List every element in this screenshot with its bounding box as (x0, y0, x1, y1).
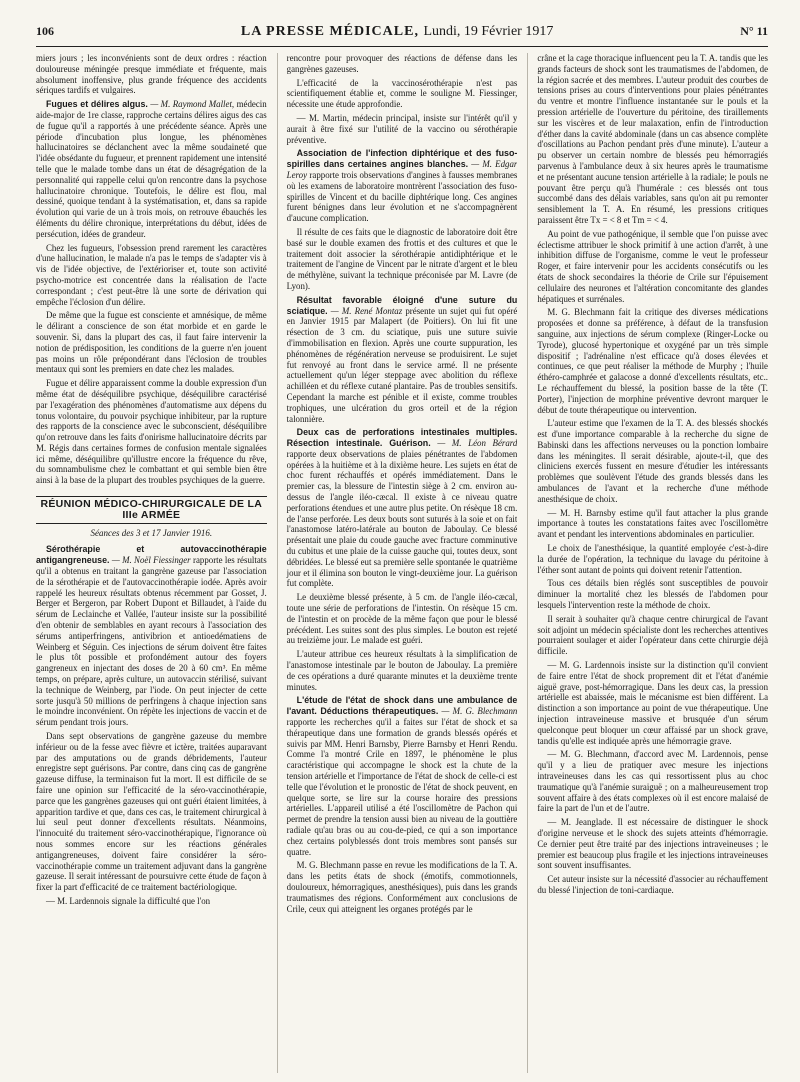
paragraph: — M. G. Blechmann, d'accord avec M. Lardennois, pense qu'il y a lieu de pratiquer avec mesure les injections intraveineuses dans les cas qui ressortissent plus au choc traumatique qu'à l'anémie suraiguë ; on a malheureusement trop souvent affaire à des états complexes où il est encore malaisé de faire la part de l'un et de l'autre. (537, 749, 769, 814)
paragraph: rapporte les résultats qu'il a obtenus en traitant la gangrène gazeuse par l'association de la sérothérapie et de l'autovaccinothérapie iodée. Après avoir rappelé les heureux résultats obtenus récemment par Gosset, J. Berger et Bergeron, par Robert Dupont et Billaudet, à l'aide du sérum de Leclainche et Vallée, l'auteur insiste sur la possibilité d'en obtenir de semblables en ayant recours à l'association des sérums antiperfringens, antivibrion et antioedématiens de Weinberg et Séguin. Ces injections de sérum doivent être faites le plus tôt possible et profondément autour des foyers gangreneux en injectant des doses de 20 à 60 cm³. En même temps, on prépare, après culture, un autovaccin stérilisé, suivant la technique de Weinberg, par l'iode. On peut injecter de cette sorte jusqu'à 50 millions de perfringens à chaque injection sans le moindre inconvénient. On répète les injections de vaccin et de sérum pendant trois jours. (36, 555, 267, 728)
article-fugues (36, 99, 267, 239)
paragraph: Cet auteur insiste sur la nécessité d'associer au réchauffement du blessé l'injection de toni-cardiaque. (537, 874, 769, 895)
article-heading: Deux cas de perforations intestinales multiples. Résection intestinale. Guérison. (286, 427, 518, 449)
article-author: — M. Léon Bérard (437, 438, 518, 449)
paragraph: Tous ces détails bien réglés sont susceptibles de pouvoir diminuer la mortalité chez les blessés de l'abdomen pour lesquels l'intervention reste la méthode de choix. (537, 578, 769, 611)
paragraph: M. G. Blechmann fait la critique des diverses médications proposées et donne sa préférence, à défaut de la transfusion sanguine, aux injections de sérum complexe (Ringer-Locke ou Tyrode), glucosé hypertonique et oxygéné par un très simple dispositif ; l'adrénaline n'est efficace qu'à doses élevées et continues, ce que peut réaliser la méthode de Murphy ; l'huile éthéro-camphrée et galacose a donné d'excellents résultats, etc.. Le réchauffement du blessé, la position basse de la tête (T. Porter), l'injection de morphine préventive devront marquer le début de toute thérapeutique ou intervention. (537, 307, 769, 415)
column-1 (36, 53, 267, 1073)
article-heading: L'étude de l'état de shock dans une ambulance de l'avant. Déductions thérapeutiques. (286, 695, 518, 717)
paragraph: De même que la fugue est consciente et amnésique, de même le délirant a conscience de son état morbide et en garde le souvenir. Si, dans la plupart des cas, il faut faire intervenir la notion de prédisposition, les conditions de la guerre n'en jouent pas moins un rôle prépondérant dans l'éclosion de troubles mentaux qui sont les premiers en date chez les malades. (36, 310, 267, 375)
issue-date: Lundi, 19 Février 1917 (423, 24, 554, 39)
journal-name: LA PRESSE MÉDICALE, (240, 24, 419, 39)
column-2 (277, 53, 518, 1073)
article-author: — M. René Montaz (330, 305, 403, 316)
article-angines (287, 148, 518, 224)
article-sciatique (287, 295, 518, 425)
article-author: — M. G. Blechmann (441, 706, 518, 717)
paragraph: L'auteur estime que l'examen de la T. A. des blessés shockés est d'une importance comparable à la recherche du signe de Babinski dans les affections nerveuses ou la ponction lombaire dans les méningites. Il serait désirable, ajoute-t-il, que des cliniciens exercés fussent en mesure d'étudier les intéressants problèmes que soulèvent l'étude des grands blessés dans les ambulances de l'avant et la recherche d'une méthode anesthésique de choix. (537, 418, 769, 504)
paragraph: Il serait à souhaiter qu'à chaque centre chirurgical de l'avant soit adjoint un médecin spécialiste dont les recherches attentives pourraient soulager et aider l'opérateur dans cette chirurgie déjà difficile. (537, 613, 769, 657)
paragraph: crâne et la cage thoracique influencent peu la T. A. tandis que les grands facteurs de shock sont les traumatismes de l'abdomen, de la région sacrée et des membres. L'auteur produit des courbes de tensions prises au cours d'interventions pour plaies pénétrantes du ventre et montre l'influence instantanée sur le pouls et la pression artérielle de l'ouverture du péritoine, des tiraillements sur les viscères et de leur malaxation, enfin de l'introduction d'éther dans la cavité abdominale (dans un cas absence complète d'oscillations au Pachon pendant près d'une minute). L'auteur a pu observer un certain nombre de blessés peu hémorragiés parvenus à l'ambulance deux à six heures après le traumatisme et ne présentant aucune tension artérielle à la radiale; le pouls ne pouvant être perçu qu'à l'humérale : ces blessés ont tous succombé dans des délais variables, sans qu'on ait pu remonter sensiblement la T. A. En résumé, les pressions critiques paraissent être Tx = < 8 et Tm = < 4. (537, 53, 769, 225)
paragraph: rencontre pour provoquer des réactions de défense dans les gangrènes gazeuses. (286, 53, 518, 74)
article-shock (287, 695, 518, 857)
page-header (36, 24, 768, 47)
page-number: 106 (36, 24, 54, 38)
paragraph: Fugue et délire apparaissent comme la double expression d'un même état de déséquilibre psychique, déséquilibre caractérisé par l'exagération des phénomènes d'automatisme aux dépens du tonus volontaire, du pouvoir psychique inhibiteur, par la rupture des rapports de la conscience avec le subconscient, déséquilibre qu'on retrouve dans les faits d'onirisme hallucinatoire décrits par M. Régis dans certaines formes de confusion mentale signalées ici même, déséquilibre qu'illustre encore la fréquence du rêve, du somnambulisme chez le combattant et qui semble bien être ainsi à la base de la plupart des troubles psychiques de la guerre. (36, 378, 267, 486)
article-author: — M. Raymond Mallet, (150, 99, 235, 110)
article-author: — M. Noël Fiessinger (111, 555, 191, 566)
paragraph: — M. Jeanglade. Il est nécessaire de distinguer le shock d'origine nerveuse et le shock des sujets atteints d'hémorragie. Ce dernier peut être traité par des injections intraveineuses ; le premier est beaucoup plus fragile et les injections intraveineuses sont souvent insuffisantes. (537, 817, 769, 871)
paragraph: Au point de vue pathogénique, il semble que l'on puisse avec éclectisme attribuer le shock primitif à une action d'arrêt, à une inhibition diffuse de l'organisme, comme le veut le professeur Roger, et faire intervenir pour les accidents consécutifs ou les états de shock secondaires la théorie de Crile sur l'épuisement cellulaire des neurones et l'altération concomitante des glandes hépatiques et surrénales. (537, 228, 769, 304)
paragraph: miers jours ; les inconvénients sont de deux ordres : réaction douloureuse méningée presque immédiate et fréquente, mais absolument inoffensive, plus grande fréquence des accidents sériques tardifs et vulgaires. (36, 53, 267, 96)
columns (36, 53, 768, 1073)
paragraph: — M. H. Barnsby estime qu'il faut attacher la plus grande importance à toutes les constatations faites avec l'oscillomètre avant et pendant les interventions abdominales en particulier. (537, 507, 769, 540)
paragraph: — M. Lardennois signale la difficulté que l'on (46, 895, 211, 906)
article-serotherapie (36, 544, 267, 728)
article-heading: Sérothérapie et autovaccinothérapie antigangreneuse. (36, 544, 267, 566)
paragraph: rapporte deux observations de plaies pénétrantes de l'abdomen opérées à la huitième et à la dixième heure. Les sujets en état de choc furent réchauffés et opérés immédiatement. Dans le premier cas, la blessure de l'intestin siège à 2 cm. environ au-dessus de l'angle iléo-cæcal. Il existe à ce niveau quatre perforations étendues et une autre plus petite. On résèque 18 cm. de l'anse perforée. Les deux bouts sont suturés à la soie et on fait l'anastomose latéro-latérale au bouton de Jaboulay. Ce blessé présentait une plaie du coude gauche avec fracture comminutive du cubitus et une plaie de la cuisse gauche qui, toutes deux, sont débridées. Le blessé eut sa première selle spontanée le quatrième jour et il élimina son bouton le vingt-deuxième jour. La guérison fut complète. (286, 448, 518, 589)
article-heading: Fugues et délires algus. (46, 99, 148, 110)
paragraph: Le deuxième blessé présente, à 5 cm. de l'angle iléo-cæcal, toute une série de perforations de l'intestin. On résèque 15 cm. de l'intestin et on procède de la même façon que pour le blessé précédent. Les suites sont des plus simples. Le bouton est rejeté au treizième jour. Le malade est guéri. (286, 592, 518, 646)
paragraph: Le choix de l'anesthésique, la quantité employée c'est-à-dire la durée de l'opération, la technique du lavage du péritoine à l'éther sont autant de points qui doivent retenir l'attention. (537, 543, 769, 575)
article-perforations (287, 427, 518, 589)
paragraph: rapporte les recherches qu'il a faites sur l'état de shock et sa thérapeutique dans une formation de grands blessés opérés et suivis par MM. Henri Barnsby, Pierre Barnsby et Henri Rendu. Comme l'a montré Crile en 1897, le phénomène le plus caractéristique qui accompagne le shock est la chute de la tension artérielle et l'importance de l'état de shock de celle-ci est telle que l'évolution et le pronostic de l'état de shock peuvent, en quelque sorte, se lire sur la course horaire des pressions artérielles. L'appareil utilisé a été l'oscillomètre de Pachon qui permet de prendre la tension aussi bien au niveau de la gouttière radiale qu'au bras ou au cou-de-pied, ce qui a son importance chez certains polyblessés dont trois membres sont pansés sur quatre. (286, 717, 518, 857)
paragraph: rapporte trois observations d'angines à fausses membranes où les examens de laboratoire montrèrent l'association des fuso-spirilles de Vincent et du bacille diphtérique long. Ces angines furent bénignes dans leur évolution et ne s'accompagnèrent d'aucune complication. (286, 169, 518, 224)
paragraph: L'auteur attribue ces heureux résultats à la simplification de l'anastomose intestinale par le bouton de Jaboulay. La première de ces opérations a duré quarante minutes et la deuxième trente minutes. (286, 649, 518, 692)
paragraph: médecin aide-major de 1re classe, rapproche certains délires aigus des cas de fugue qu'il a rapportés à une précédente séance. Après une période d'incubation plus longue, les phénomènes hallucinatoires se déclanchent avec la même soudaineté que l'idée obsédante du fugueur, et prennent rapidement une intensité telle que le malade tombe dans un état de désagrégation de la personnalité qui rappelle celui qu'on rencontre dans la psychose hallucinatoire chronique. Toutefois, le délire est flou, mal dessiné, quoique tendant à la systématisation, et, dans sa rapide évolution qui varie de un à trois mois, on retrouve ébauchés les éléments du délire chronique, interprétations du début, idées de persécution, idées de grandeur. (36, 99, 267, 239)
paragraph: — M. G. Lardennois insiste sur la distinction qu'il convient de faire entre l'état de shock proprement dit et l'état d'anémie aiguë grave, post-hémorragique. Dans les deux cas, la pression artérielle est abaissée, mais le mécanisme est bien différent. La distinction a son importance au point de vue thérapeutique. Une injection intraveineuse massive et brusquée d'un sérum quelconque peut bloquer un cœur affaissé par un shock grave, tandis qu'elle est indiquée après une hémorragie grave. (537, 660, 769, 746)
issue-number: N° 11 (740, 24, 768, 38)
paragraph: Dans sept observations de gangrène gazeuse du membre inférieur ou de la fesse avec fièvre et ictère, traitées auparavant par des amputations ou de grands débridements, l'auteur enregistre sept guérisons. Par contre, dans cinq cas de gangrène gazeuse diffuse, la terminaison fut la mort. Il est difficile de se faire une opinion sur l'efficacité de la séro-vaccinothérapie, parce que les gangrènes gazeuses qui ont guéri étaient limitées, à apparition tardive et que, dans ces cas, le traitement chirurgical à lui seul peut donner d'excellents résultats. Néanmoins, l'innocuité du traitement séro-vaccinothérapique, l'ignorance où nous sommes encore sur les réactions générales antigangreneuses, doivent faire considérer la séro-vaccinothérapie comme un traitement adjuvant dans la gangrène gazeuse. Il serait intéressant de poursuivre cette étude de façon à fixer la part d'efficacité de ce traitement bactériologique. (36, 731, 267, 893)
journal-title (241, 24, 553, 40)
paragraph: Il résulte de ces faits que le diagnostic de laboratoire doit être basé sur le double examen des frottis et des cultures et que le traitement doit associer la sérothérapie antidiphtérique et le traitement de l'angine de Vincent par le nitrate d'argent et le bleu de méthylène, suivant la technique préconisée par M. Lavre (de Lyon). (286, 226, 518, 291)
paragraph: Chez les fugueurs, l'obsession prend rarement les caractères d'une hallucination, le malade n'a pas le temps de s'adapter vis à vis de l'idée objective, de l'extérioriser et, toute son activité psycho-motrice est concentrée dans la réalisation de l'acte correspondant ; c'est peut-être là une sorte de dérivation qui empêche l'éclosion d'un délire. (36, 242, 267, 307)
section-heading: RÉUNION MÉDICO-CHIRURGICALE DE LA IIIe ARMÉE (36, 496, 267, 524)
paragraph: M. G. Blechmann passe en revue les modifications de la T. A. dans les petits états de shock (émotifs, commotionnels, douloureux, hémorragiques, anesthésiques), puis dans les grands traumatismes des régions. Conformément aux conclusions de Crile, ceux qui atteignent les organes protégés par le (286, 860, 518, 914)
paragraph: — M. Martin, médecin principal, insiste sur l'intérêt qu'il y aurait à être fixé sur l'utilité de la vaccino ou sérothérapie préventive. (286, 112, 518, 145)
paragraph: présente un sujet qui fut opéré en Janvier 1915 par Malapert (de Poitiers). On lui fit une résection de 3 cm. du sciatique, puis une suture suivie d'immobilisation en flexion. Après une courte suppuration, les phénomènes de régénération nerveuse se produisirent. Le sujet fut renvoyé au front dans le service armé. Il ne présente actuellement qu'un léger steppage avec abolition du réflexe achilléen et du réflexe cutané plantaire. Pas de troubles sensitifs. Cependant la marche est pénible et il existe, comme troubles trophiques, une ulcération du gros orteil et de la région talonnière. (286, 305, 518, 424)
section-date: Séances des 3 et 17 Janvier 1916. (90, 527, 213, 538)
column-3 (527, 53, 768, 1073)
article-heading: Association de l'infection diphtérique et des fuso-spirilles dans certaines angines blanches. (286, 148, 518, 170)
article-heading: Résultat favorable éloigné d'une suture du sciatique. (286, 294, 518, 316)
article-author: — M. Edgar Leroy (286, 159, 518, 180)
paragraph: L'efficacité de la vaccinosérothérapie n'est pas scientifiquement établie et, comme le souligne M. Fiessinger, nécessite une étude approfondie. (286, 77, 518, 110)
